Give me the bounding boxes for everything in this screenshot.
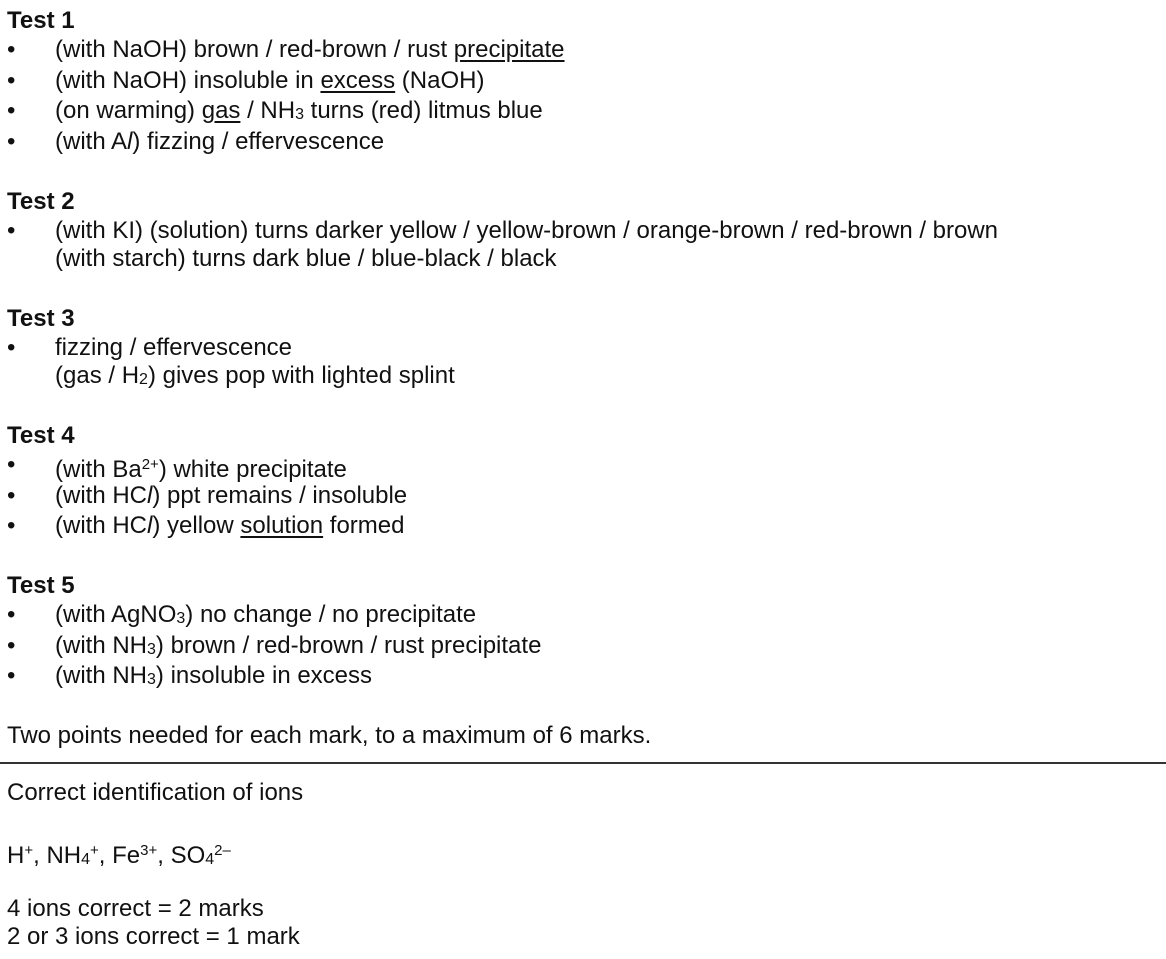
bullet-marker: • <box>7 662 16 689</box>
test-5-heading: Test 5 <box>7 572 75 599</box>
bullet-marker: • <box>7 127 16 155</box>
list-item: • (with NH3) insoluble in excess <box>7 662 373 689</box>
list-item: • (with NaOH) insoluble in excess (NaOH) <box>7 66 485 94</box>
bullet-marker: • <box>7 66 16 94</box>
test-1-heading: Test 1 <box>7 7 75 34</box>
bullet-marker: • <box>7 481 16 509</box>
list-item: • (with AgNO3) no change / no precipitate <box>7 601 477 628</box>
test-3-heading: Test 3 <box>7 305 75 332</box>
test-2-heading: Test 2 <box>7 188 75 215</box>
list-item: • (with $Ba^{2+}$) white precipitate <box>7 451 347 483</box>
identification-title: Correct identification of ions <box>7 779 304 806</box>
list-item: • (with KI) (solution) turns darker yellow / yellow-brown / orange-brown / red-brown / brown <box>7 217 999 244</box>
bullet-marker: • <box>7 97 16 124</box>
marking-note: Two points needed for each mark, to a maximum of 6 marks. <box>7 722 652 749</box>
list-item: • (with HCl) yellow solution formed <box>7 512 405 539</box>
section-divider <box>0 762 1166 764</box>
test-4-section <box>7 422 1157 542</box>
bullet-marker: • <box>7 631 16 659</box>
test-5-section <box>7 572 1157 692</box>
test-4-heading: Test 4 <box>7 422 75 449</box>
marks-rule-1: 4 ions correct = 2 marks <box>7 895 264 922</box>
list-item: • (with NH3) brown / red-brown / rust precipitate <box>7 631 542 659</box>
list-item: • (with NaOH) brown / red-brown / rust precipitate <box>7 36 565 63</box>
bullet-marker: • <box>7 601 16 628</box>
bullet-marker: • <box>7 451 16 478</box>
list-item: • (with Al) fizzing / effervescence <box>7 127 385 155</box>
test-3-section <box>7 305 1157 389</box>
list-item: (gas / H2) gives pop with lighted splint <box>55 362 455 389</box>
bullet-marker: • <box>7 512 16 539</box>
bullet-marker: • <box>7 36 16 63</box>
test-1-section <box>7 7 1157 157</box>
list-item: • (on warming) gas / NH3 turns (red) litmus blue <box>7 97 543 124</box>
marks-rule-2: 2 or 3 ions correct = 1 mark <box>7 923 300 950</box>
bullet-marker: • <box>7 334 16 361</box>
list-item: (with starch) turns dark blue / blue-black / black <box>55 245 557 272</box>
bullet-marker: • <box>7 217 16 244</box>
list-item: • (with HCl) ppt remains / insoluble <box>7 481 408 509</box>
test-2-section <box>7 188 1157 272</box>
list-item: • fizzing / effervescence <box>7 334 293 361</box>
ion-list: H+, NH4+, $Fe^{3+}$, $SO4^{2-}$ <box>7 842 231 869</box>
